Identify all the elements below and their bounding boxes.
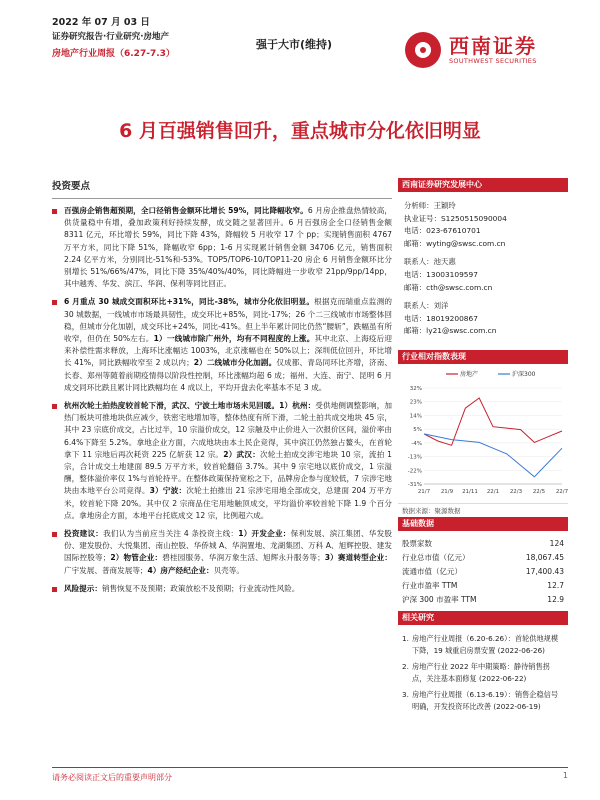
chart-legend-label: 房地产: [460, 370, 479, 378]
industry-rating: 强于大市(维持): [256, 38, 333, 51]
contact-email[interactable]: 邮箱：ly21@swsc.com.cn: [404, 326, 497, 336]
chart-y-tick-label: 5%: [413, 427, 422, 434]
basic-data-header: 基础数据: [398, 517, 568, 531]
basic-data-value: 17,400.43: [525, 567, 564, 577]
basic-data-value: 12.7: [547, 581, 564, 591]
weekly-label: 房地产行业周报（6.27-7.3）: [52, 49, 175, 59]
basic-data-value: 124: [549, 539, 564, 549]
bullet-icon: [52, 404, 57, 409]
related-research-item[interactable]: [402, 689, 564, 713]
analyst-email[interactable]: 邮箱：wyting@swsc.com.cn: [404, 238, 506, 248]
related-research-header: 相关研究: [398, 611, 568, 625]
report-header: [52, 16, 252, 62]
chart-legend-label: 沪深300: [512, 370, 536, 378]
chart-y-tick-label: -22%: [407, 468, 422, 475]
logo-name-cn: 西南证券: [449, 34, 537, 58]
relative-index-chart: [398, 364, 568, 504]
chart-x-tick-label: 21/11: [462, 488, 478, 495]
related-research-text: 房地产行业 2022 年中期策略：静待销售拐点，关注基本面修复 (2022-06-22): [412, 661, 550, 683]
bullet-icon: [52, 209, 57, 214]
key-point-text: 次轮土拍成交涉宅地块 10 宗，流拍 1 宗，合计成交土地建面 89.5 万平方米，较首轮翻倍 3.7%。其中 9 宗宅地以底价成交，1 宗溢酬，整体溢价率仅 1%与首轮持平。在整体政策保持宽松之下，品牌房企参与度较低，7 宗涉宅地块由本地平台公司竞得。: [64, 449, 392, 496]
key-point-bold: 风险提示：: [64, 583, 102, 593]
key-point-risk: [52, 583, 392, 595]
key-point-text: 广宇发展、普商发展等；: [64, 565, 148, 575]
key-point-bold: 投资建议：: [64, 529, 104, 539]
footer-divider: [52, 767, 568, 768]
key-point-land: [52, 400, 392, 522]
bullet-icon: [52, 300, 57, 305]
basic-data-table: [398, 537, 568, 607]
chart-x-tick-label: 22/3: [509, 488, 523, 495]
team-header: 西南证券研究发展中心: [398, 178, 568, 192]
key-point-bold: 6 月重点 30 城成交面积环比+31%，同比-38%，城市分化依旧明显。: [64, 297, 315, 307]
key-point-bold: 1）一线城市除广州外，均有不同程度的上涨。: [153, 334, 315, 344]
key-point-bold: 3）宁波：: [149, 486, 187, 496]
related-research-text: 房地产行业周报（6.20-6.26）：首轮供地规模下降，19 城重启房票安置 (2022-06-26): [412, 633, 559, 655]
key-point-text: 我们认为当前应当关注 4 条投资主线：: [103, 529, 239, 539]
basic-data-label: 行业总市值（亿元）: [402, 553, 470, 563]
report-title: 6 月百强销售回升，重点城市分化依旧明显: [119, 120, 481, 142]
main-column: [52, 178, 392, 601]
basic-data-row: [398, 579, 568, 593]
chart-y-tick-label: 23%: [409, 399, 422, 406]
contact-name: 联系人：刘洋: [404, 301, 449, 311]
chart-x-tick-label: 22/7: [555, 488, 568, 495]
key-point-bold: 1）开发企业：: [238, 529, 291, 539]
key-point-advice: [52, 528, 392, 577]
basic-data-label: 流通市值（亿元）: [402, 567, 462, 577]
key-point-text: 其中北京、上海疫后迎来补偿性需求释放，上海环比涨幅达 1003%，北京涨幅也在 50%以上；深圳低位回升，环比增长 41%，同比跌幅收窄至 2 成以内；: [64, 334, 392, 368]
key-point-bold: 2）二线城市分化加剧。: [193, 358, 277, 368]
related-research-number: 2.: [402, 661, 409, 671]
key-point-text: 仅成都、青岛同环比齐增，济南、长春、郑州等随着前期疫情得以阶段性控制，环比涨幅均超 6 成；福州、大连、南宁、昆明 6 月成交同环比跌且累计同比跌幅均在 4 成以上，平均开盘去化率基本不足 3 成。: [64, 358, 393, 392]
key-point-cities: [52, 296, 392, 394]
basic-data-row: [398, 551, 568, 565]
chart-y-tick-label: -4%: [411, 440, 422, 447]
key-point-bold: 百强房企销售超预期，全口径销售金额环比增长 59%，同比降幅收窄。: [64, 206, 308, 215]
related-research-item[interactable]: [402, 633, 564, 657]
contact-phone: 电话：18019200867: [404, 313, 478, 323]
chart-y-tick-label: 14%: [409, 413, 422, 420]
basic-data-label: 行业市盈率 TTM: [402, 581, 458, 591]
chart-svg: [398, 364, 568, 504]
key-point-text: 销售恢复不及预期；政策放松不及预期；行业流动性风险。: [101, 583, 300, 593]
page-number: 1: [562, 771, 568, 780]
contact-name: 联系人：池天惠: [404, 257, 456, 267]
key-point-text: 贝壳等。: [213, 565, 244, 575]
key-point-text: 碧桂园服务、华润万象生活、旭辉永升服务等；: [162, 553, 325, 563]
key-points-heading: 投资要点: [52, 181, 91, 192]
page-footer: [52, 767, 568, 783]
basic-data-label: 股票家数: [402, 539, 432, 549]
related-research-item[interactable]: [402, 661, 564, 685]
chart-x-tick-label: 21/7: [417, 488, 431, 495]
analyst-name: 分析师：王颖玲: [404, 201, 456, 210]
chart-x-tick-label: 22/5: [532, 488, 546, 495]
basic-data-row: [398, 565, 568, 579]
related-research-number: 1.: [402, 633, 409, 643]
chart-y-tick-label: 32%: [409, 385, 422, 392]
analyst-phone: 电话：023-67610701: [404, 226, 481, 236]
chart-header: 行业相对指数表现: [398, 350, 568, 364]
key-point-sales: [52, 205, 392, 290]
logo-seal-icon: [405, 32, 441, 68]
related-research-text: 房地产行业周报（6.13-6.19）：销售企稳信号明确，开发投资环比改善 (2022-06-19): [412, 689, 559, 711]
key-point-text: 受供地侧调整影响，加热门板块可推地块供应减少，铁密宅地增加等，整体热度有所下滑，二轮土拍共成交地块 45 宗，其中 23 宗底价成交，占比过半，10 宗溢价成交，12 宗触及中止价进入一次报价区间，溢价率由 6.4%下降至 5.2%。拿地企业方面，六成地块由本土民企竞得，其中滨江仍然独占鳌头，在首轮拿下 11 宗地后再次耗资 225 亿斩获 12 宗。: [64, 401, 393, 459]
key-point-text: 根据克而瑞重点监测的 30 城数据，一线城市市场最具韧性，成交环比+85%，同比-17%；26 个二三线城市市场整体回稳，但城市分化加剧，成交环比+24%，同比-41%。但上半年累计同比仍然“腰斩”，跌幅虽有所收窄，但仍在 50%左右。: [64, 297, 392, 344]
side-column: [398, 178, 568, 725]
key-point-text: 保利发展、滨江集团、华发股份、建发股份、大悦集团、南山控股、华侨城 A、华润置地、龙湖集团、万科 A、旭辉控股、建发国际控股等；: [64, 529, 392, 563]
chart-source: 数据来源：聚源数据: [402, 506, 461, 515]
basic-data-label: 沪深 300 市盈率 TTM: [402, 595, 477, 605]
key-point-bold: 2）武汉：: [223, 449, 261, 459]
basic-data-value: 12.9: [547, 595, 564, 605]
related-research-list: [398, 625, 568, 725]
team-contacts: [398, 192, 568, 344]
basic-data-row: [398, 537, 568, 551]
contact-email[interactable]: 邮箱：cth@swsc.com.cn: [404, 282, 493, 292]
key-point-bold: 杭州次轮土拍热度较首轮下滑，武汉、宁波土地市场未见回暖。1）杭州：: [64, 401, 316, 411]
basic-data-row: [398, 593, 568, 607]
bullet-icon: [52, 532, 57, 537]
basic-data-value: 18,067.45: [525, 553, 564, 563]
contact-phone: 电话：13003109597: [404, 269, 478, 279]
key-point-text: 6 月房企推盘热情较高，供货量稳中有增，叠加政策利好持续发酵，成交随之显著回升。6 月百强房企全口径销售金额 8311 亿元，环比增长 59%，同比下降 43%，降幅较 5 月收窄 17 个 pp；实现销售面积 4767 万平方米，同比下降 51%，降幅收窄 6pp；1-6 月实现累计销售金额 34706 亿元，销售面积 2.24 亿平方米，分别同比-51%和-53%。TOP5/TOP6-10/TOP11-20 房企 6 月销售金额环比分别增长 51%/66%/47%，同比下降 35%/40%/40%，同比降幅进一步收窄 21pp/9pp/14pp，其中越秀、华发、滨江、华润、保利等同比回正。: [64, 206, 392, 289]
footer-disclaimer: 请务必阅读正文后的重要声明部分: [52, 773, 172, 782]
analyst-license: 执业证号：S1250515090004: [404, 213, 507, 223]
chart-x-tick-label: 21/9: [440, 488, 454, 495]
heading-divider: [52, 198, 392, 199]
key-point-bold: 3）赛道转型企业：: [324, 553, 392, 563]
logo-name-en: SOUTHWEST SECURITIES: [449, 57, 537, 65]
report-date: 2022 年 07 月 03 日: [52, 17, 150, 28]
key-point-text: 次轮土拍推出 21 宗涉宅用地全部成交，总建面 204 万平方米，较首轮下降 20%。其中仅 2 宗商品住宅用地触顶成交，平均溢价率较首轮下降 1.9 个百分点。拿地房企方面，本地平台托底成交 12 宗，比例超六成。: [64, 486, 392, 520]
chart-y-tick-label: -13%: [407, 454, 422, 461]
report-category: 证券研究报告·行业研究·房地产: [52, 32, 169, 42]
bullet-icon: [52, 587, 57, 592]
company-logo: [405, 30, 565, 70]
chart-x-tick-label: 22/1: [486, 488, 500, 495]
key-point-bold: 2）物管企业：: [110, 553, 163, 563]
chart-y-tick-label: -31%: [407, 481, 422, 488]
related-research-number: 3.: [402, 689, 409, 699]
key-point-bold: 4）房产经纪企业：: [147, 565, 214, 575]
